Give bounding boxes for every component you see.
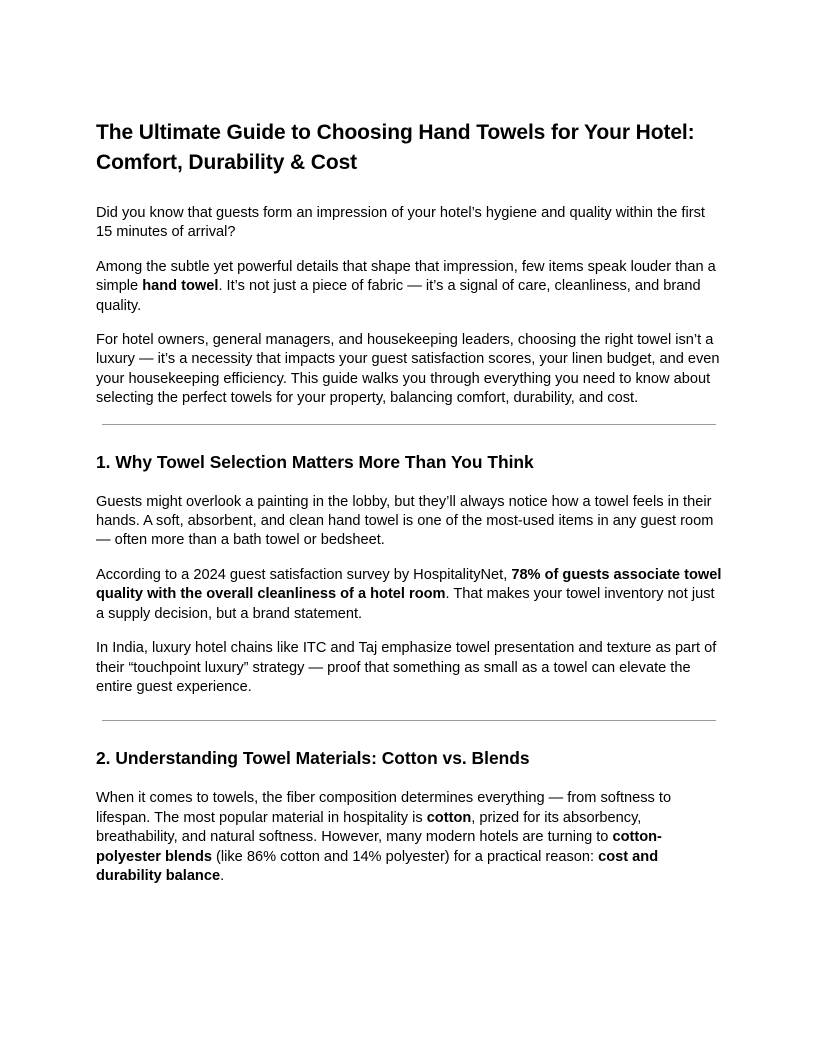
section-divider xyxy=(102,424,716,425)
section-divider xyxy=(102,720,716,721)
intro-paragraph-2-text-a: Among the subtle yet powerful details that shape that impression, few items speak louder than a simple xyxy=(96,258,716,295)
section-1-paragraph-1: Guests might overlook a painting in the lobby, but they’ll always notice how a towel feels in their hands. A soft, absorbent, and clean hand towel is one of the most-used items in any guest room — often more than a bath towel or bedsheet. xyxy=(96,493,714,549)
section-2-paragraph-1-bold-a: cotton xyxy=(426,809,472,826)
section-2-paragraph-1-text-b: , prized for its absorbency, breathability, and natural softness. However, many modern hotels are turning to xyxy=(96,809,642,846)
section-2-paragraph-1 xyxy=(96,789,722,886)
document-title: The Ultimate Guide to Choosing Hand Towels for Your Hotel: Comfort, Durability & Cost xyxy=(96,121,695,174)
section-1-paragraph-2-text-a: According to a 2024 guest satisfaction survey by HospitalityNet, xyxy=(96,566,512,583)
section-2-paragraph-1-bold-b: cotton-polyester blends xyxy=(96,829,662,865)
section-1-heading: 1. Why Towel Selection Matters More Than You Think xyxy=(96,451,534,472)
section-2-paragraph-1-bold-c: cost and durability balance xyxy=(96,848,659,884)
section-2-paragraph-1-text-c: (like 86% cotton and 14% polyester) for a practical reason: xyxy=(211,848,599,865)
intro-paragraph-1: Did you know that guests form an impression of your hotel’s hygiene and quality within the first 15 minutes of arrival? xyxy=(96,205,705,241)
section-1-paragraph-3: In India, luxury hotel chains like ITC and Taj emphasize towel presentation and texture as part of their “touchpoint luxury” strategy — proof that something as small as a towel can elevate the entire guest experience. xyxy=(96,640,717,695)
section-2-paragraph-1-text-a: When it comes to towels, the fiber composition determines everything — from softness to lifespan. The most popular material in hospitality is xyxy=(96,790,672,826)
intro-paragraph-2-bold: hand towel xyxy=(142,278,219,295)
intro-paragraph-3: For hotel owners, general managers, and housekeeping leaders, choosing the right towel isn’t a luxury — it’s a necessity that impacts your guest satisfaction scores, your linen budget, and even your housekeeping efficiency. This guide walks you through everything you need to know about selecting the perfect towels for your property, balancing comfort, durability, and cost. xyxy=(96,332,720,407)
intro-paragraph-2 xyxy=(96,258,722,316)
section-2-paragraph-1-text-d: . xyxy=(220,867,225,884)
section-1-paragraph-2-bold: 78% of guests associate towel quality with the overall cleanliness of a hotel room xyxy=(96,566,722,603)
section-1-paragraph-2-text-b: . That makes your towel inventory not just a supply decision, but a brand statement. xyxy=(96,586,715,622)
intro-paragraph-2-text-b: . It’s not just a piece of fabric — it’s a signal of care, cleanliness, and brand quality. xyxy=(96,278,701,314)
section-1-paragraph-2 xyxy=(96,566,722,624)
document-body xyxy=(96,118,722,901)
section-2-heading: 2. Understanding Towel Materials: Cotton vs. Blends xyxy=(96,748,530,769)
